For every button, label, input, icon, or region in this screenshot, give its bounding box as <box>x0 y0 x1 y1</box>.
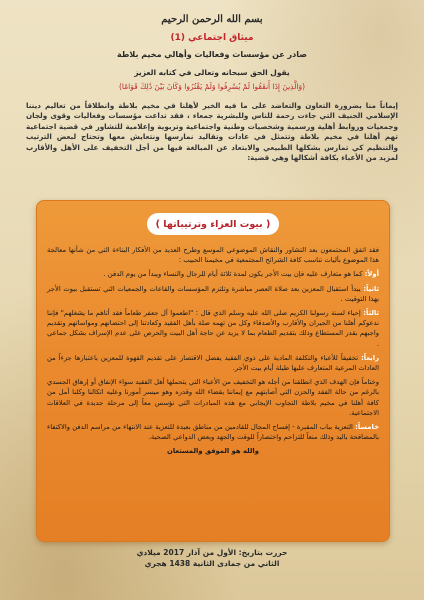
charter-item-2 <box>47 284 379 304</box>
charter-item-3 <box>47 308 379 349</box>
charter-card <box>36 200 390 542</box>
intro-paragraph: إيماناً منا بضرورة التعاون والتعاضد على ما فيه الخير لأهلنا في مخيم بلاطة وانطلاقاً من تعاليم ديننا الإسلامي الحنيف التي جاءت رحمة للناس وللبشرية جمعاء ، فقد تداعت مؤسسات وفعاليات وقوى ولجان وجمعيات وروابط أهلية ورسمية وشخصيات وطنية واجتماعية وتربوية وإعلامية للتشاور في قضية اجتماعية تهم أهلنا في مخيم بلاطة وتتمثل في عادات وتقاليد نمارسها ونتعايش معها وتحتاج لبعض الترتيب والتنظيم كي تمارس بشكلها الطبيعي والابتعاد عن المبالغة فيها من أجل التخفيف على الأهل والأقارب لمزيد من الأعباء بكافة أشكالها وهي قضية: <box>26 101 398 163</box>
card-title: ( بيوت العزاء وترتيباتها ) <box>147 213 279 235</box>
closing-line: والله هو الموفق والمستعان <box>167 447 259 456</box>
item-label: ثالثاً: <box>363 309 379 318</box>
item-label: خامساً: <box>355 423 379 432</box>
charter-conclusion <box>47 377 379 418</box>
issuer-line: صادر عن مؤسسات وفعاليات وأهالي مخيم بلاطة <box>117 50 307 59</box>
document-footer <box>0 547 424 569</box>
item-text: إحياء لسنة رسولنا الكريم صلى الله عليه وسلم الذي قال : "اطعموا آل جعفر طعاماً فقد أتاهم ما يشغلهم" فإننا ندعوكم أهلنا من الجيران والأقارب والأصدقاء وكل من تهمه صلة بأهل الفقيد وكعادتنا إلى احتضانهم ومواساتهم وتقديم واجبهم بقدر المستطاع وذلك بتقديم الطعام بما لا يزيد عن حاجة أهل البيت والحرص على عدم الإسراف بشكل جماعي . <box>47 309 379 348</box>
card-lead: فقد اتفق المجتمعون بعد التشاور والنقاش الموضوعي الموسع وطرح العديد من الأفكار البناءة التي من شأنها معالجة هذا الموضوع بآليات تناسب كافة الشرائح المجتمعية في مخيمنا الحبيب : <box>47 246 379 265</box>
item-text: كما هو متعارف عليه فإن بيت الأجر يكون لمدة ثلاثة أيام للرجال والنساء ويبدأ من يوم الدفن . <box>103 270 363 279</box>
document-header <box>0 0 424 91</box>
date-hijri: الثاني من جمادى الثانية 1438 هجري <box>144 559 280 568</box>
item-text: تخفيفاً للأعباء والتكلفة المادية على ذوي الفقيد يفضل الاقتصار على تقديم القهوة للمعزين باعتبارها جزءاً من العادات المرعية المتعارف عليها طيلة أيام بيت الأجر. <box>47 353 379 373</box>
item-label: أولاً: <box>364 270 379 279</box>
card-body <box>47 245 379 461</box>
item-text: التعزية بباب المقبرة - إفساح المجال للقادمين من مناطق بعيدة للتعزية عند الانتهاء من مراسم الدفن والاكتفاء بالمصافحة باليد وذلك منعاً للتزاحم واختصاراً للوقت والجهد وبعض الدواعي الصحية. <box>47 423 379 442</box>
charter-item-1 <box>47 269 379 279</box>
charter-item-4 <box>47 353 379 373</box>
document-title: ميثاق اجتماعي (1) <box>170 33 254 43</box>
charter-item-5 <box>47 422 379 442</box>
quote-intro: يقول الحق سبحانه وتعالى في كتابه العزيز <box>134 68 290 77</box>
item-label: ثانياً: <box>363 284 380 293</box>
date-gregorian: حررت بتاريخ: الأول من آذار 2017 ميلادي <box>136 548 288 557</box>
quran-verse: (وَالَّذِينَ إِذَا أَنفَقُوا لَمْ يُسْرِفُوا وَلَمْ يَقْتُرُوا وَكَانَ بَيْنَ ذَٰلِكَ قَوَامًا) <box>118 82 306 91</box>
basmala: بسم الله الرحمن الرحيم <box>161 14 263 25</box>
item-text: يبدأ استقبال المعزين بعد صلاة العصر مباشرة وتلتزم المؤسسات والقاعات والجمعيات التي تستقبل بيوت الأجر بهذا التوقيت . <box>47 284 379 303</box>
item-label: رابعاً: <box>361 353 379 362</box>
item-text: وختاماً فإن الهدف الذي انطلقنا من أجله هو التخفيف من الأعباء التي يتحملها أهل الفقيد سواء الإنفاق أو إرهاق الجسدي بالرغم من حالة الفقد والحزن التي أصابتهم مع إيماننا بقضاء الله وقدره وهو ميسر أمورنا وعليه اتكالنا وكلنا أمل من كافة أهلنا في مخيم بلاطة التجاوب الإيجابي مع هذه المبادرات التي نؤسس معاً إلى مرحلة جديدة في العلاقات الاجتماعية. <box>47 378 379 417</box>
